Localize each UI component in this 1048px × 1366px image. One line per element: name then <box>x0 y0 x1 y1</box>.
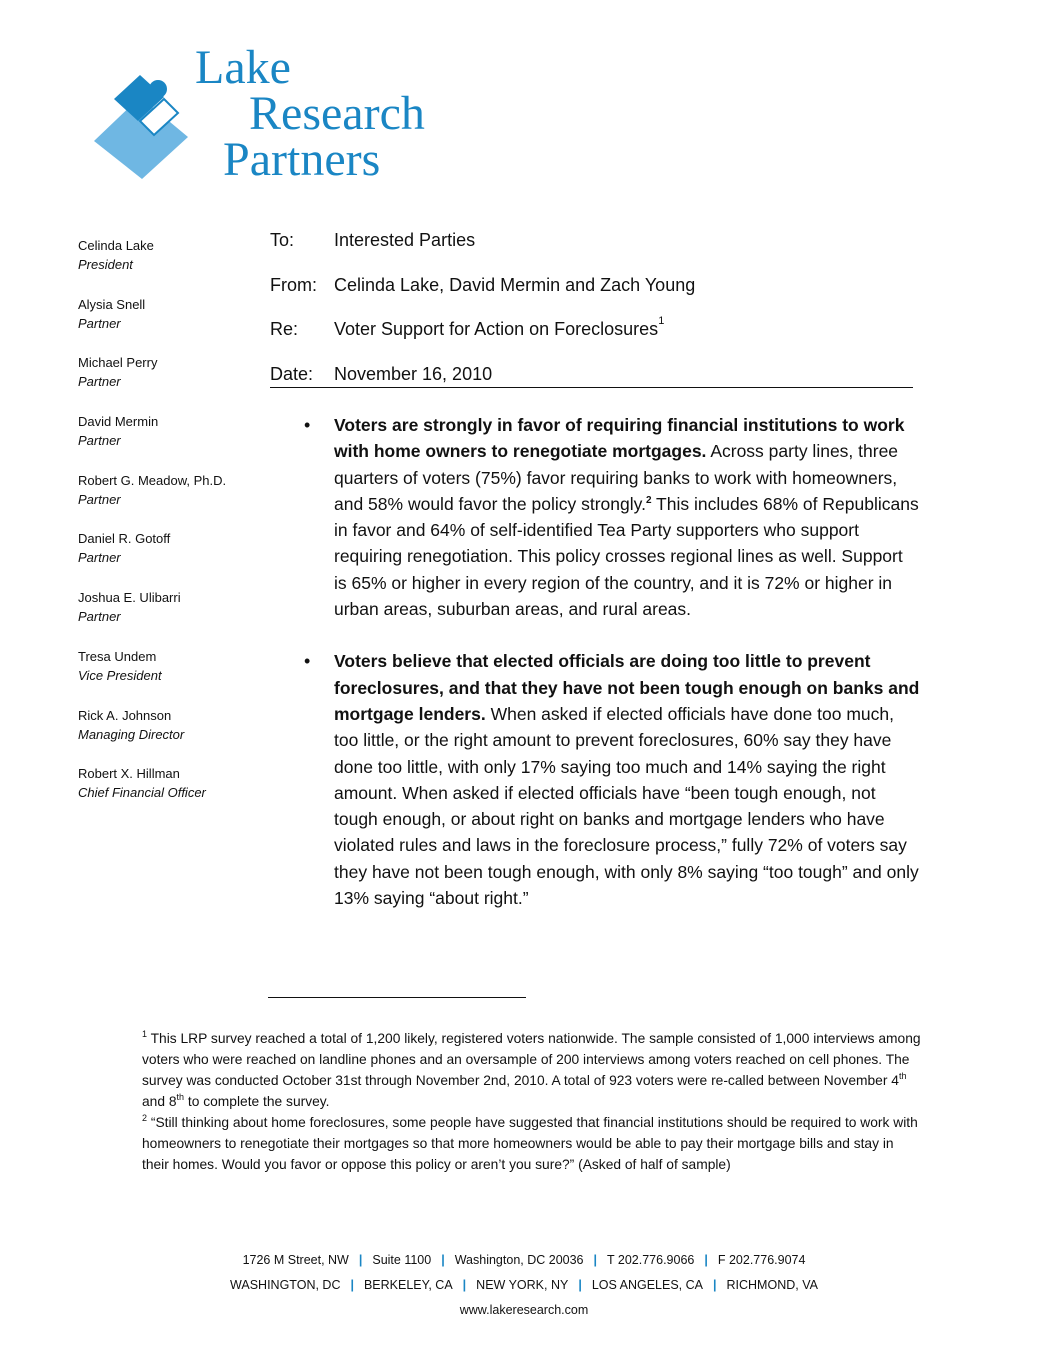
memo-from-label: From: <box>270 274 317 295</box>
footer-separator: | <box>578 1278 582 1292</box>
staff-title: Partner <box>78 609 121 625</box>
bullet-text: This includes 68% of Republicans in favor and 64% of self-identified Tea Party supporters who support requiring renegotiation. This policy crosses regional lines as well. Support is 65% or higher in every region of the country, and it is 72% or higher in urban areas, suburban areas, and rural areas. <box>334 493 919 620</box>
memo-header <box>270 230 913 408</box>
staff-title: Partner <box>78 433 121 449</box>
ordinal-suffix: th <box>898 1071 907 1081</box>
page-footer <box>0 1248 1048 1323</box>
memo-date-label: Date: <box>270 363 314 384</box>
bullet-point <box>270 648 920 911</box>
memo-from-row <box>270 275 913 320</box>
footer-separator: | <box>704 1253 708 1267</box>
memo-to-label: To: <box>270 230 295 250</box>
memo-to-value: Interested Parties <box>334 230 476 250</box>
staff-name: Tresa Undem <box>78 648 157 664</box>
staff-name: Joshua E. Ulibarri <box>78 590 181 606</box>
staff-title: Partner <box>78 550 121 566</box>
footer-website[interactable]: www.lakeresearch.com <box>459 1303 589 1317</box>
bullet-text: Across party lines, three quarters of voters (75%) favor requiring banks to work with homeowners, and 58% would favor the policy strongly. <box>334 441 899 514</box>
staff-title: Partner <box>78 491 121 507</box>
footnote-text: This LRP survey reached a total of 1,200 likely, registered voters nationwide. The sample consisted of 1,000 interviews among voters who were reached on landline phones and an oversample of 200 interviews among voters reached on cell phones. The survey was conducted October 31st through November 2nd, 2010. A total of 923 voters were re-called between November 4 <box>142 1031 921 1088</box>
logo-line-3: Partners <box>223 133 381 186</box>
staff-title: Vice President <box>78 667 162 683</box>
footer-item: 1726 M Street, NW <box>242 1253 349 1267</box>
memo-re-label: Re: <box>270 319 299 339</box>
memo-date-value: November 16, 2010 <box>334 363 493 384</box>
memo-re-value: Voter Support for Action on Foreclosures <box>334 319 659 339</box>
footnote <box>142 1028 922 1112</box>
footnote-divider <box>268 997 526 998</box>
bullet-heading: Voters believe that elected officials are doing too little to prevent foreclosures, and that they have not been tough enough on banks and mortgage lenders. <box>334 651 920 724</box>
footer-separator: | <box>713 1278 717 1292</box>
footer-separator: | <box>441 1253 445 1267</box>
footnote <box>142 1112 922 1175</box>
footer-item: NEW YORK, NY <box>476 1278 569 1292</box>
footer-item: Washington, DC 20036 <box>454 1253 584 1267</box>
footer-item: Suite 1100 <box>372 1253 432 1267</box>
logo-line-2: Research <box>249 87 425 140</box>
ordinal-suffix: th <box>176 1092 185 1102</box>
bullet-text: When asked if elected officials have done too much, too little, or the right amount to prevent foreclosures, 60% say they have done too little, with only 17% saying too much and 14% saying the right amount. When asked if elected officials have “been tough enough, not tough enough, or about right on banks and mortgage lenders who have violated rules and laws in the foreclosure process,” fully 72% of voters say they have not been tough enough, with only 8% saying “too tough” and only 13% saying “about right.” <box>334 703 919 909</box>
staff-member <box>78 353 268 412</box>
company-logo <box>80 41 460 195</box>
footer-item: WASHINGTON, DC <box>230 1278 341 1292</box>
staff-list <box>78 236 268 823</box>
footer-item: RICHMOND, VA <box>726 1278 818 1292</box>
bullet-heading: Voters are strongly in favor of requiring financial institutions to work with home owners to renegotiate mortgages. <box>334 415 905 462</box>
bullet-point <box>270 412 920 622</box>
staff-member <box>78 647 268 706</box>
staff-member <box>78 412 268 471</box>
staff-name: Alysia Snell <box>78 296 146 312</box>
staff-member <box>78 529 268 588</box>
memo-to-row <box>270 230 913 275</box>
memo-date-row <box>270 364 913 409</box>
footer-item: T 202.776.9066 <box>607 1253 695 1267</box>
footer-offices-line <box>0 1273 1048 1298</box>
staff-title: President <box>78 257 133 272</box>
staff-member <box>78 706 268 765</box>
staff-name: Daniel R. Gotoff <box>78 531 171 547</box>
staff-title: Chief Financial Officer <box>78 785 206 801</box>
staff-name: Celinda Lake <box>78 238 154 253</box>
bullet-icon: • <box>304 651 311 672</box>
header-divider <box>270 387 913 388</box>
footer-separator: | <box>593 1253 597 1267</box>
footnotes <box>142 1028 922 1175</box>
footnote-number: 2 <box>142 1113 148 1123</box>
staff-name: Robert X. Hillman <box>78 766 180 782</box>
logo-line-1: Lake <box>195 41 291 94</box>
footer-separator: | <box>350 1278 354 1292</box>
puzzle-piece-icon <box>80 63 210 183</box>
bullet-icon: • <box>304 415 311 435</box>
footnote-ref: 1 <box>658 315 665 327</box>
staff-name: David Mermin <box>78 414 159 430</box>
footnote-text: “Still thinking about home foreclosures, some people have suggested that financial institutions should be required to work with homeowners to renegotiate their mortgages so that more homeowners would be able to pay their mortgage bills and stay in their homes. Would you favor or oppose this policy or aren’t you sure?” (Asked of half of sample) <box>142 1115 918 1172</box>
footnote-ref: 2 <box>645 494 652 506</box>
staff-name: Rick A. Johnson <box>78 707 172 723</box>
footer-item: LOS ANGELES, CA <box>591 1278 703 1292</box>
footnote-number: 1 <box>142 1029 148 1039</box>
footer-separator: | <box>358 1253 363 1267</box>
staff-title: Partner <box>78 315 121 331</box>
staff-member <box>78 236 268 295</box>
staff-title: Managing Director <box>78 726 185 742</box>
staff-title: Partner <box>78 374 121 390</box>
memo-body <box>270 412 920 937</box>
footnote-text: to complete the survey. <box>184 1094 330 1109</box>
footer-separator: | <box>462 1278 467 1292</box>
staff-member <box>78 588 268 647</box>
staff-name: Michael Perry <box>78 355 158 371</box>
staff-member <box>78 295 268 354</box>
memo-from-value: Celinda Lake, David Mermin and Zach Young <box>334 274 696 295</box>
footer-address-line <box>0 1248 1048 1273</box>
footnote-text: and 8 <box>142 1094 177 1109</box>
memo-re-row <box>270 315 913 364</box>
footer-item: BERKELEY, CA <box>363 1278 453 1292</box>
footer-item: F 202.776.9074 <box>717 1253 806 1267</box>
staff-name: Robert G. Meadow, Ph.D. <box>78 472 227 488</box>
staff-member <box>78 764 268 823</box>
staff-member <box>78 471 268 530</box>
